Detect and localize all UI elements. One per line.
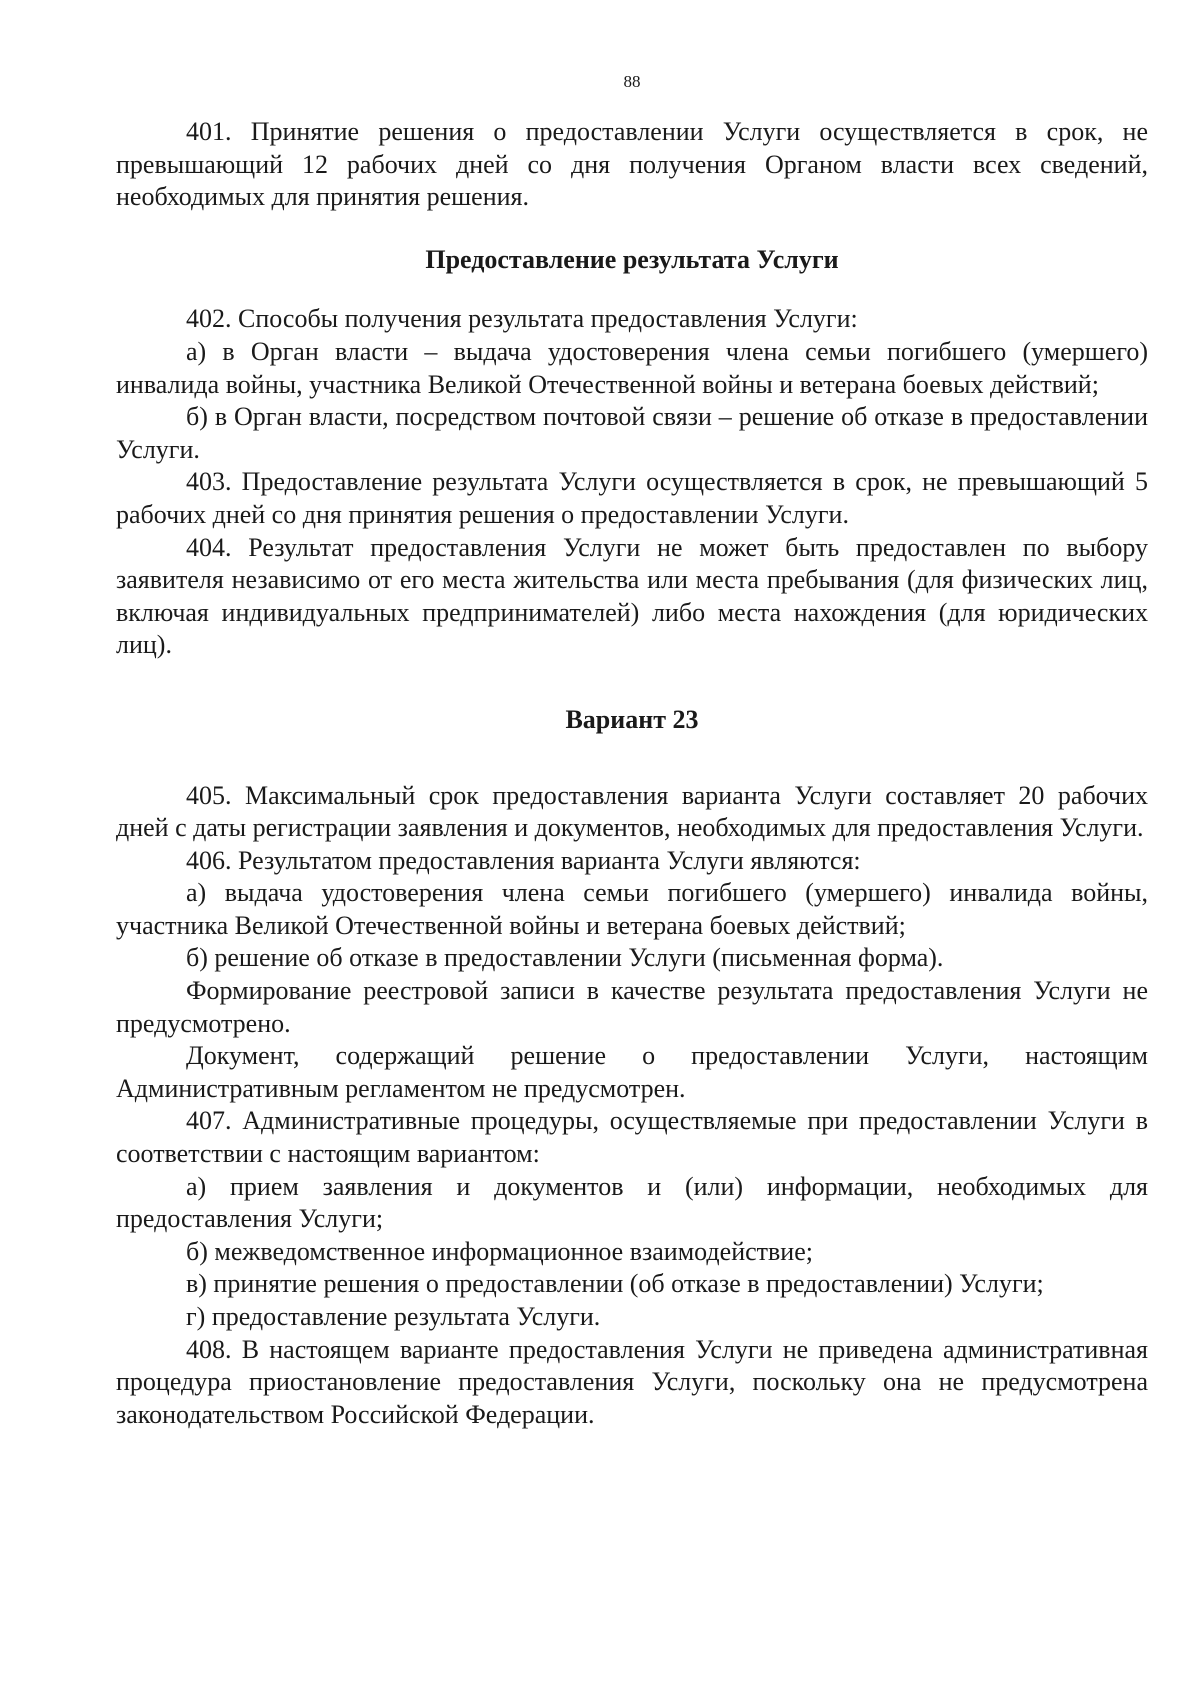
paragraph-407-a: а) прием заявления и документов и (или) информации, необходимых для предоставления Услуги; — [116, 1171, 1148, 1234]
paragraph-401: 401. Принятие решения о предоставлении Услуги осуществляется в срок, не превышающий 12 рабочих дней со дня получения Органом власти всех сведений, необходимых для принятия решения. — [116, 117, 1148, 212]
paragraph-405: 405. Максимальный срок предоставления варианта Услуги составляет 20 рабочих дней с даты регистрации заявления и документов, необходимых для предоставления Услуги. — [116, 780, 1148, 843]
paragraph-registry-note: Формирование реестровой записи в качестве результата предоставления Услуги не предусмотрено. — [116, 976, 1148, 1038]
paragraph-402-a: а) в Орган власти – выдача удостоверения члена семьи погибшего (умершего) инвалида войны, участника Великой Отечественной войны и ветерана боевых действий; — [116, 336, 1148, 399]
section-heading-result: Предоставление результата Услуги — [425, 244, 839, 274]
paragraph-403: 403. Предоставление результата Услуги осуществляется в срок, не превышающий 5 рабочих дней со дня принятия решения о предоставлении Услуги. — [116, 467, 1148, 529]
paragraph-407-g: г) предоставление результата Услуги. — [186, 1302, 601, 1331]
paragraph-406-a: а) выдача удостоверения члена семьи погибшего (умершего) инвалида войны, участника Великой Отечественной войны и ветерана боевых действий; — [116, 878, 1148, 940]
page-number: 88 — [623, 72, 641, 91]
paragraph-document-note: Документ, содержащий решение о предоставлении Услуги, настоящим Административным регламентом не предусмотрен. — [116, 1041, 1148, 1103]
paragraph-408: 408. В настоящем варианте предоставления Услуги не приведена административная процедура приостановление предоставления Услуги, поскольку она не предусмотрена законодательством Российской Федерации. — [116, 1334, 1148, 1429]
paragraph-406: 406. Результатом предоставления варианта Услуги являются: — [186, 845, 861, 875]
paragraph-406-b: б) решение об отказе в предоставлении Услуги (письменная форма). — [186, 943, 944, 973]
paragraph-407: 407. Административные процедуры, осуществляемые при предоставлении Услуги в соответствии с настоящим вариантом: — [116, 1106, 1148, 1169]
document-body — [116, 116, 1148, 1431]
paragraph-404: 404. Результат предоставления Услуги не может быть предоставлен по выбору заявителя независимо от его места жительства или места пребывания (для физических лиц, включая индивидуальных предпринимателей) либо места нахождения (для юридических лиц). — [116, 532, 1148, 660]
paragraph-407-b: б) межведомственное информационное взаимодействие; — [186, 1236, 813, 1266]
paragraph-402-b: б) в Орган власти, посредством почтовой связи – решение об отказе в предоставлении Услуги. — [116, 402, 1148, 464]
paragraph-407-v: в) принятие решения о предоставлении (об отказе в предоставлении) Услуги; — [186, 1269, 1044, 1299]
section-heading-variant: Вариант 23 — [565, 704, 699, 734]
paragraph-402: 402. Способы получения результата предоставления Услуги: — [186, 304, 858, 334]
